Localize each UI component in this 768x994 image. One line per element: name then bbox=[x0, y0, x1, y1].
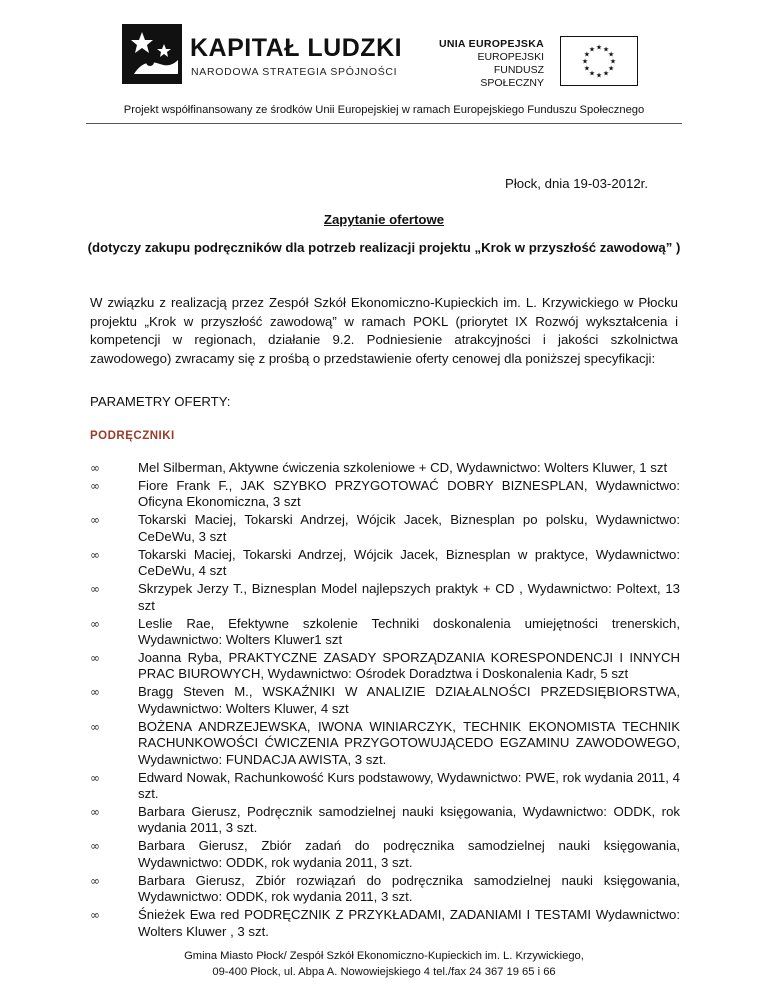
list-item bbox=[90, 907, 680, 940]
list-item-text: Barbara Gierusz, Podręcznik samodzielnej nauki księgowania, Wydawnictwo: ODDK, rok wydania 2011, 3 szt. bbox=[138, 804, 680, 836]
eu-star-icon: ★ bbox=[602, 70, 610, 78]
infinity-bullet-icon: ∞ bbox=[90, 805, 100, 820]
infinity-bullet-icon: ∞ bbox=[90, 479, 100, 493]
infinity-bullet-icon: ∞ bbox=[90, 839, 100, 854]
list-item bbox=[90, 873, 680, 906]
list-item bbox=[90, 478, 680, 511]
footer bbox=[0, 948, 768, 980]
list-item-text: Joanna Ryba, PRAKTYCZNE ZASADY SPORZĄDZANIA KORESPONDENCJI I INNYCH PRAC BIUROWYCH, Wydawnictwo: Ośrodek Doradztwa i Doskonalenia Kadr, 5 szt bbox=[138, 650, 680, 682]
infinity-bullet-icon: ∞ bbox=[90, 770, 100, 785]
infinity-bullet-icon: ∞ bbox=[90, 908, 100, 923]
list-item bbox=[90, 460, 680, 476]
list-item-text: Tokarski Maciej, Tokarski Andrzej, Wójcik Jacek, Biznesplan po polsku, Wydawnictwo: CeDeWu, 3 szt bbox=[138, 512, 680, 544]
textbook-list bbox=[90, 460, 680, 942]
eu-flag-icon bbox=[560, 36, 638, 86]
list-item bbox=[90, 581, 680, 614]
eu-star-icon: ★ bbox=[602, 46, 610, 54]
list-item-text: Fiore Frank F., JAK SZYBKO PRZYGOTOWAĆ DOBRY BIZNESPLAN, Wydawnictwo: Oficyna Ekonomiczna, 3 szt bbox=[138, 478, 680, 510]
footer-line-1: Gmina Miasto Płock/ Zespół Szkół Ekonomiczno-Kupieckich im. L. Krzywickiego, bbox=[184, 950, 584, 962]
list-item-text: Barbara Gierusz, Zbiór rozwiązań do podręcznika samodzielnej nauki księgowania, Wydawnictwo: ODDK, rok wydania 2011, 3 szt. bbox=[138, 872, 680, 905]
document-title-text: Zapytanie ofertowe bbox=[323, 212, 445, 227]
eu-line-1: EUROPEJSKI bbox=[477, 51, 544, 63]
infinity-bullet-icon: ∞ bbox=[90, 616, 100, 631]
infinity-bullet-icon: ∞ bbox=[90, 513, 100, 528]
list-item-text: Śnieżek Ewa red PODRĘCZNIK Z PRZYKŁADAMI, ZADANIAMI I TESTAMI Wydawnictwo: Wolters Kluwer , 3 szt. bbox=[138, 907, 680, 939]
kapital-ludzki-title: KAPITAŁ LUDZKI bbox=[190, 34, 403, 62]
eu-star-icon: ★ bbox=[595, 72, 603, 80]
kapital-ludzki-emblem-icon bbox=[120, 22, 184, 86]
eu-star-icon: ★ bbox=[607, 65, 615, 73]
eu-star-icon: ★ bbox=[588, 70, 596, 78]
place-and-date: Płock, dnia 19-03-2012r. bbox=[505, 176, 648, 191]
infinity-bullet-icon: ∞ bbox=[90, 873, 100, 888]
list-item-text: Leslie Rae, Efektywne szkolenie Techniki doskonalenia umiejętności trenerskich, Wydawnictwo: Wolters Kluwer1 szt bbox=[138, 615, 680, 648]
list-item-text: Edward Nowak, Rachunkowość Kurs podstawowy, Wydawnictwo: PWE, rok wydania 2011, 4 szt. bbox=[138, 769, 680, 802]
list-item-text: Tokarski Maciej, Tokarski Andrzej, Wójcik Jacek, Biznesplan w praktyce, Wydawnictwo: CeDeWu, 4 szt bbox=[138, 546, 680, 579]
header-divider bbox=[86, 123, 682, 124]
list-item bbox=[90, 650, 680, 683]
cofinancing-note: Projekt współfinansowany ze środków Unii Europejskiej w ramach Europejskiego Funduszu Społecznego bbox=[123, 104, 645, 116]
infinity-bullet-icon: ∞ bbox=[90, 719, 100, 734]
kapital-ludzki-subtitle: NARODOWA STRATEGIA SPÓJNOŚCI bbox=[191, 66, 398, 78]
list-item bbox=[90, 719, 680, 768]
eu-star-icon: ★ bbox=[583, 51, 591, 59]
eu-star-icon: ★ bbox=[583, 65, 591, 73]
offer-parameters-label: PARAMETRY OFERTY: bbox=[90, 394, 231, 409]
eu-line-2: FUNDUSZ SPOŁECZNY bbox=[480, 64, 544, 89]
infinity-bullet-icon: ∞ bbox=[90, 582, 100, 597]
infinity-bullet-icon: ∞ bbox=[90, 651, 100, 666]
list-item-text: Mel Silberman, Aktywne ćwiczenia szkoleniowe + CD, Wydawnictwo: Wolters Kluwer, 1 szt bbox=[138, 460, 668, 475]
intro-paragraph: W związku z realizacją przez Zespół Szkół Ekonomiczno-Kupieckich im. L. Krzywickiego w Płocku projektu „Krok w przyszłość zawodową” w ramach POKL (priorytet IX Rozwój wykształcenia i kompetencji w regionach, działanie 9.2. Podniesienie atrakcyjności i jakości szkolnictwa zawodowego) zwracamy się z prośbą o przedstawienie oferty cenowej dla poniższej specyfikacji: bbox=[90, 295, 678, 366]
list-item-text: Barbara Gierusz, Zbiór zadań do podręcznika samodzielnej nauki księgowania, Wydawnictwo: ODDK, rok wydania 2011, 3 szt. bbox=[138, 838, 680, 870]
list-item-text: Bragg Steven M., WSKAŹNIKI W ANALIZIE DZIAŁALNOŚCI PRZEDSIĘBIORSTWA, Wydawnictwo: Wolters Kluwer, 4 szt bbox=[138, 684, 680, 716]
eu-title: UNIA EUROPEJSKA bbox=[438, 38, 544, 50]
list-item bbox=[90, 616, 680, 649]
list-item-text: Skrzypek Jerzy T., Biznesplan Model najlepszych praktyk + CD , Wydawnictwo: Poltext, 13 szt bbox=[138, 581, 680, 613]
infinity-bullet-icon: ∞ bbox=[90, 547, 100, 562]
eu-logo-text bbox=[432, 38, 544, 90]
infinity-bullet-icon: ∞ bbox=[90, 461, 100, 475]
eu-star-icon: ★ bbox=[607, 51, 615, 59]
list-item bbox=[90, 547, 680, 580]
footer-line-2: 09-400 Płock, ul. Abpa A. Nowowiejskiego 4 tel./fax 24 367 19 65 i 66 bbox=[212, 966, 556, 978]
document-subtitle: (dotyczy zakupu podręczników dla potrzeb realizacji projektu „Krok w przyszłość zawodową” ) bbox=[87, 240, 681, 255]
list-item bbox=[90, 838, 680, 871]
list-item bbox=[90, 804, 680, 837]
list-item bbox=[90, 512, 680, 545]
kapital-ludzki-logo bbox=[120, 22, 403, 86]
eu-star-icon: ★ bbox=[581, 58, 589, 66]
eu-star-icon: ★ bbox=[588, 46, 596, 54]
eu-logo bbox=[432, 38, 642, 89]
section-heading-textbooks: PODRĘCZNIKI bbox=[90, 430, 175, 442]
document-title bbox=[0, 212, 768, 227]
list-item-text: BOŻENA ANDRZEJEWSKA, IWONA WINIARCZYK, TECHNIK EKONOMISTA TECHNIK RACHUNKOWOŚCI ĆWICZENIA PRZYGOTOWUJĄCEDO EGZAMINU ZAWODOWEGO, Wydawnictwo: FUNDACJA AWISTA, 3 szt. bbox=[138, 718, 680, 767]
eu-star-icon: ★ bbox=[609, 58, 617, 66]
eu-star-icon: ★ bbox=[595, 44, 603, 52]
list-item bbox=[90, 770, 680, 803]
list-item bbox=[90, 684, 680, 717]
infinity-bullet-icon: ∞ bbox=[90, 685, 100, 700]
